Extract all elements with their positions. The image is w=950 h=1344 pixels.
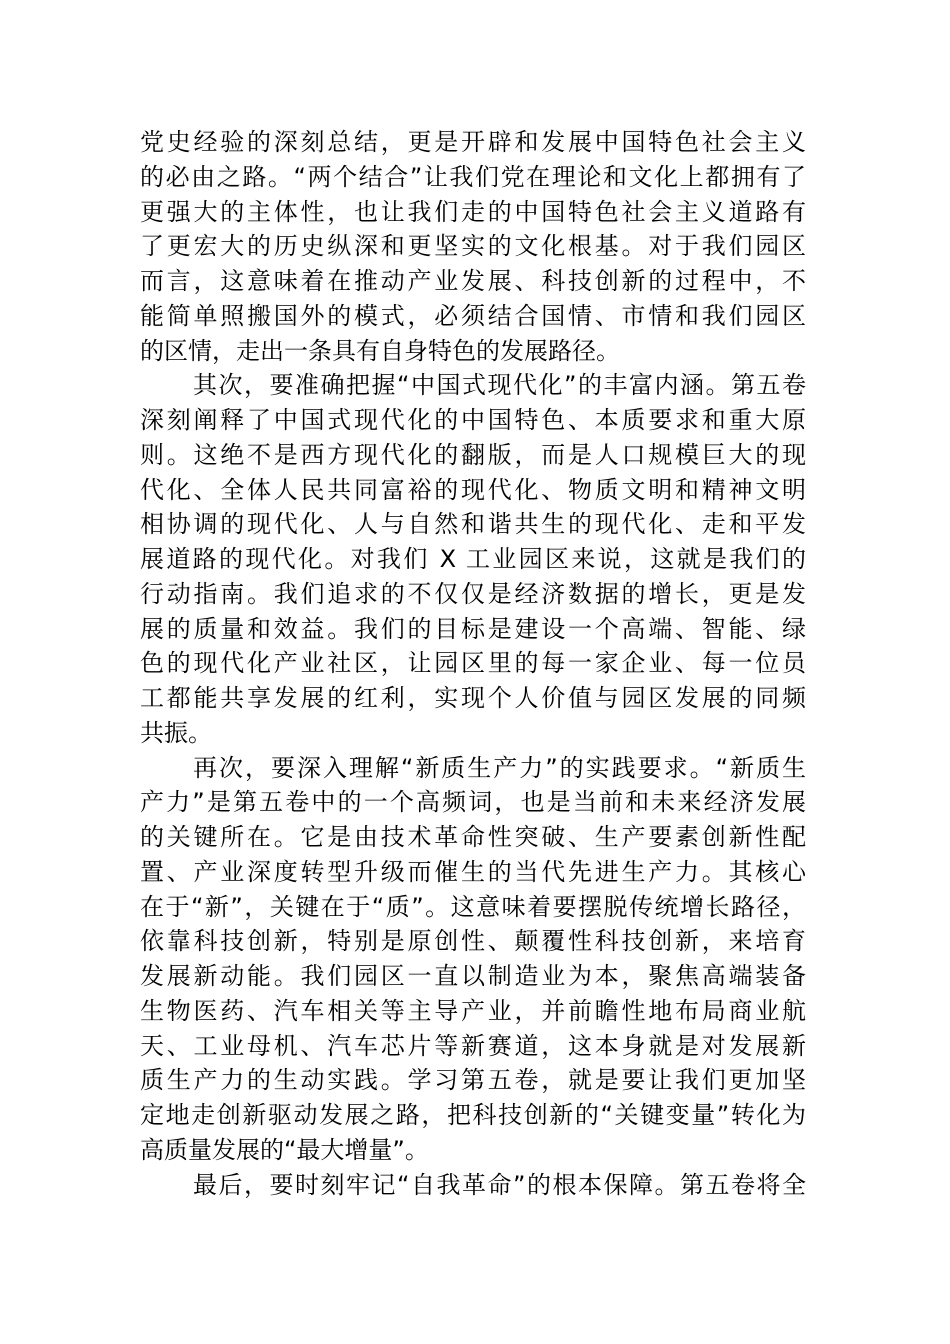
text-line: 相协调的现代化、人与自然和谐共生的现代化、走和平发 — [140, 510, 806, 539]
text-line: 定地走创新驱动发展之路，把科技创新的“关键变量”转化为 — [140, 1101, 806, 1129]
text-line: 工都能共享发展的红利，实现个人价值与园区发展的同频 — [140, 684, 806, 712]
text-line: 在于“新”，关键在于“质”。这意味着要摆脱传统增长路径， — [140, 892, 806, 921]
text-line: 代化、全体人民共同富裕的现代化、物质文明和精神文明 — [140, 475, 806, 504]
text-line: 高质量发展的“最大增量”。 — [140, 1135, 429, 1164]
text-line: 共振。 — [140, 718, 212, 747]
text-line: 了更宏大的历史纵深和更坚实的文化根基。对于我们园区 — [140, 232, 806, 261]
document-body — [140, 125, 806, 1202]
text-line: 置、产业深度转型升级而催生的当代先进生产力。其核心 — [140, 857, 806, 886]
text-line: 则。这绝不是西方现代化的翻版，而是人口规模巨大的现 — [140, 440, 806, 469]
text-line: 更强大的主体性，也让我们走的中国特色社会主义道路有 — [140, 197, 806, 226]
paragraph-3 — [140, 751, 806, 1168]
text-line: 展道路的现代化。对我们 X 工业园区来说，这就是我们的 — [140, 545, 806, 573]
text-line: 再次，要深入理解“新质生产力”的实践要求。“新质生 — [193, 753, 806, 782]
text-line: 深刻阐释了中国式现代化的中国特色、本质要求和重大原 — [140, 406, 806, 434]
text-line: 党史经验的深刻总结，更是开辟和发展中国特色社会主义 — [140, 128, 806, 156]
paragraph-4 — [140, 1168, 806, 1203]
text-line: 色的现代化产业社区，让园区里的每一家企业、每一位员 — [140, 649, 806, 678]
text-line: 的区情，走出一条具有自身特色的发展路径。 — [140, 336, 620, 365]
text-line: 展的质量和效益。我们的目标是建设一个高端、智能、绿 — [140, 614, 806, 643]
text-line: 的必由之路。“两个结合”让我们党在理论和文化上都拥有了 — [140, 162, 806, 191]
text-line: 的关键所在。它是由技术革命性突破、生产要素创新性配 — [140, 823, 806, 851]
text-line: 依靠科技创新，特别是原创性、颠覆性科技创新，来培育 — [140, 927, 806, 956]
paragraph-1 — [140, 125, 806, 368]
text-line: 其次，要准确把握“中国式现代化”的丰富内涵。第五卷 — [193, 371, 806, 400]
text-line: 天、工业母机、汽车芯片等新赛道，这本身就是对发展新 — [140, 1031, 806, 1060]
text-line: 行动指南。我们追求的不仅仅是经济数据的增长，更是发 — [140, 579, 806, 608]
text-line: 发展新动能。我们园区一直以制造业为本，聚焦高端装备 — [140, 962, 806, 990]
text-line: 能简单照搬国外的模式，必须结合国情、市情和我们园区 — [140, 301, 806, 330]
text-line: 而言，这意味着在推动产业发展、科技创新的过程中，不 — [140, 267, 806, 295]
text-line: 产力”是第五卷中的一个高频词，也是当前和未来经济发展 — [140, 788, 806, 817]
text-line: 质生产力的生动实践。学习第五卷，就是要让我们更加坚 — [140, 1066, 806, 1095]
text-line: 生物医药、汽车相关等主导产业，并前瞻性地布局商业航 — [140, 996, 806, 1025]
text-line: 最后，要时刻牢记“自我革命”的根本保障。第五卷将全 — [193, 1170, 806, 1199]
paragraph-2 — [140, 368, 806, 750]
